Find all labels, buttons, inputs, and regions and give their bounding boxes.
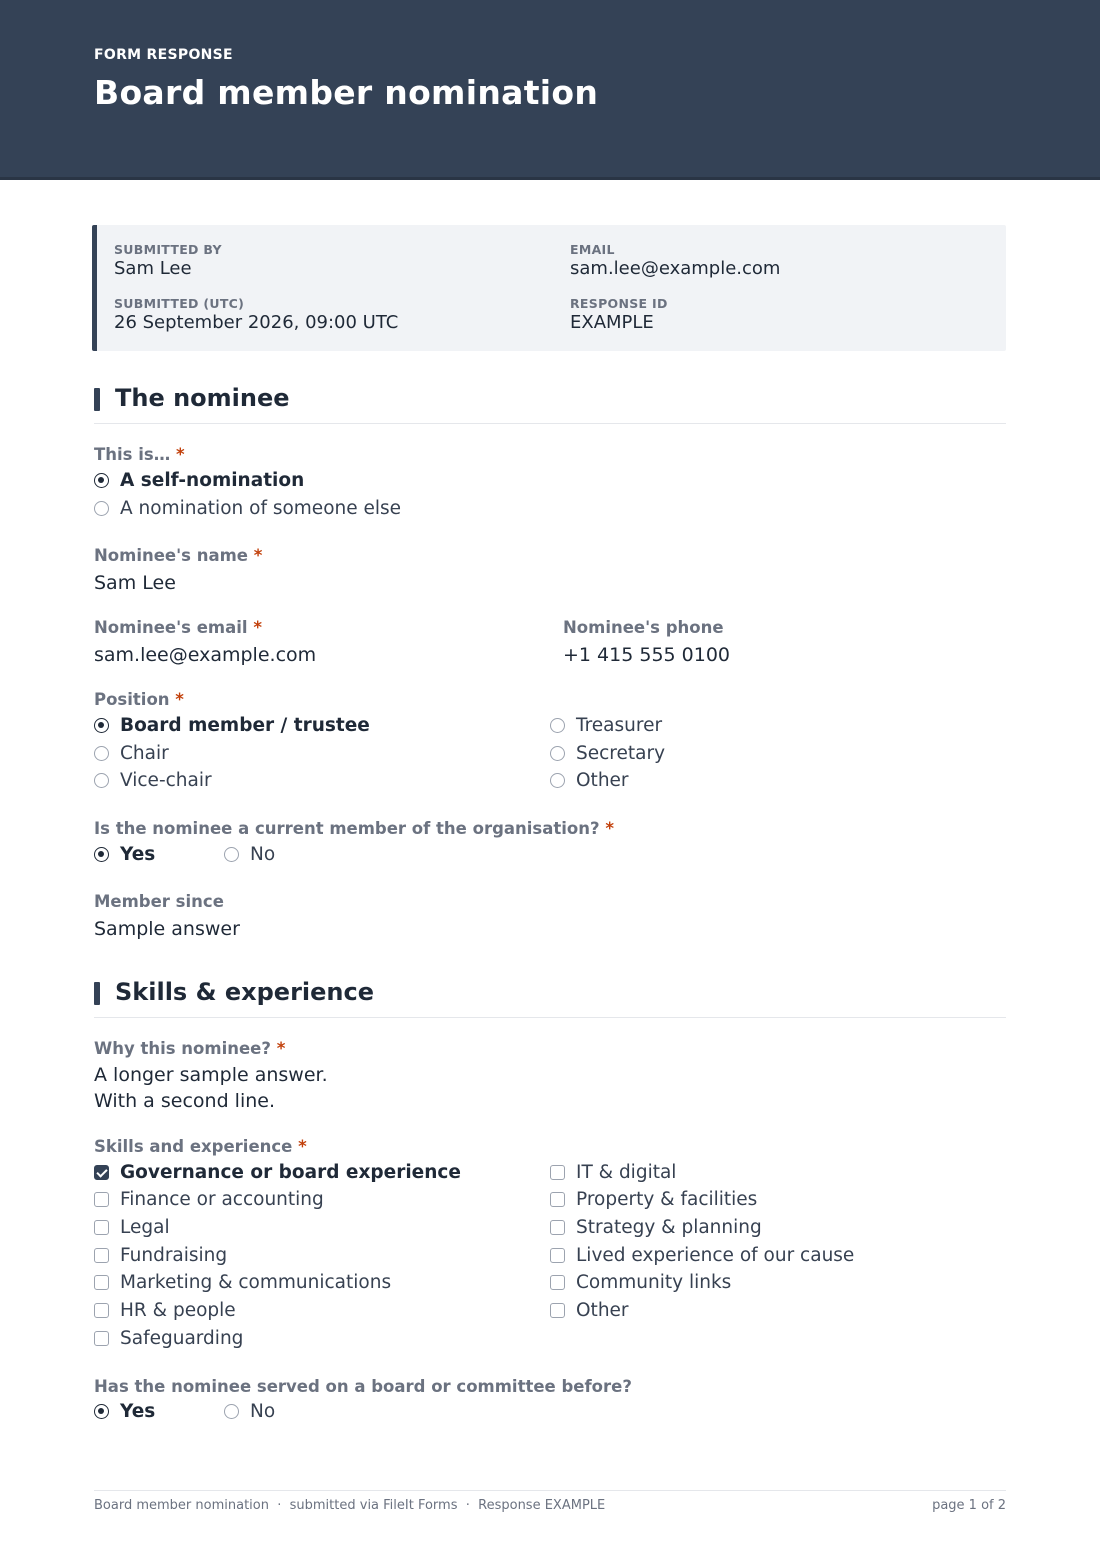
radio-selected-icon [94, 1404, 109, 1419]
required-mark: * [253, 618, 262, 637]
meta-value: sam.lee@example.com [570, 258, 781, 279]
question-label-text: Has the nominee served on a board or committee before? [94, 1377, 632, 1396]
question-label-text: Skills and experience [94, 1137, 293, 1156]
answer-line: A longer sample answer. [94, 1064, 328, 1086]
option-label: Lived experience of our cause [576, 1245, 855, 1266]
question-label [94, 1377, 632, 1396]
answer-why-nominee [94, 1062, 328, 1114]
radio-icon [550, 773, 565, 788]
checkbox-icon [550, 1165, 565, 1180]
checkbox-icon [550, 1248, 565, 1263]
required-mark: * [276, 1039, 286, 1058]
meta-value: EXAMPLE [570, 312, 654, 333]
checkbox-icon [550, 1220, 565, 1235]
checkbox-fundraising[interactable] [94, 1245, 227, 1266]
checkbox-icon [94, 1331, 109, 1346]
answer-line: With a second line. [94, 1090, 275, 1112]
question-label [94, 618, 262, 637]
checkbox-it-digital[interactable] [550, 1162, 676, 1183]
checkbox-checked-icon [94, 1165, 109, 1180]
page-number: page 1 of 2 [932, 1498, 1006, 1513]
question-label-text: Nominee's name [94, 546, 249, 565]
option-label: Yes [120, 1401, 156, 1422]
checkbox-finance[interactable] [94, 1189, 324, 1210]
radio-selected-icon [94, 847, 109, 862]
section-title: The nominee [115, 384, 290, 412]
option-label: Board member / trustee [120, 715, 370, 736]
option-label: Marketing & communications [120, 1272, 392, 1293]
radio-icon [94, 501, 109, 516]
radio-icon [94, 746, 109, 761]
radio-member-yes[interactable] [94, 844, 155, 865]
checkbox-legal[interactable] [94, 1217, 170, 1238]
radio-nomination-other[interactable] [94, 498, 401, 519]
radio-served-no[interactable] [224, 1401, 275, 1422]
section-title: Skills & experience [115, 978, 374, 1006]
question-label [94, 1137, 307, 1156]
meta-label: EMAIL [570, 242, 615, 257]
radio-selected-icon [94, 473, 109, 488]
question-label-text: Nominee's phone [563, 618, 724, 637]
checkbox-icon [94, 1192, 109, 1207]
checkbox-skills-other[interactable] [550, 1300, 629, 1321]
radio-position-other[interactable] [550, 770, 629, 791]
checkbox-safeguarding[interactable] [94, 1328, 243, 1349]
radio-icon [550, 718, 565, 733]
question-label-text: Member since [94, 892, 224, 911]
question-label-text: Position [94, 690, 170, 709]
checkbox-icon [550, 1303, 565, 1318]
radio-chair[interactable] [94, 743, 169, 764]
option-label: No [250, 844, 276, 865]
option-label: Treasurer [576, 715, 663, 736]
question-label [563, 618, 724, 637]
question-label-text: Why this nominee? [94, 1039, 271, 1058]
option-label: IT & digital [576, 1162, 677, 1183]
answer-nominee-email: sam.lee@example.com [94, 644, 317, 666]
meta-label: SUBMITTED (UTC) [114, 296, 245, 311]
section-skills [94, 978, 1006, 1018]
checkbox-icon [94, 1275, 109, 1290]
checkbox-strategy[interactable] [550, 1217, 762, 1238]
checkbox-lived-experience[interactable] [550, 1245, 854, 1266]
option-label: A self-nomination [120, 470, 305, 491]
radio-member-no[interactable] [224, 844, 275, 865]
question-label [94, 445, 185, 464]
option-label: No [250, 1401, 276, 1422]
meta-value: 26 September 2026, 09:00 UTC [114, 312, 399, 333]
meta-submitted-utc [114, 296, 398, 333]
checkbox-marketing[interactable] [94, 1272, 391, 1293]
checkbox-icon [550, 1275, 565, 1290]
required-mark: * [253, 546, 263, 565]
radio-selected-icon [94, 718, 109, 733]
option-label: Governance or board experience [120, 1162, 461, 1183]
meta-label: RESPONSE ID [570, 296, 668, 311]
question-label [94, 1039, 285, 1058]
section-bar [94, 982, 100, 1005]
option-label: Legal [120, 1217, 170, 1238]
question-label-text: Is the nominee a current member of the organisation? [94, 819, 600, 838]
question-label [94, 892, 224, 911]
radio-secretary[interactable] [550, 743, 665, 764]
page-header [0, 0, 1100, 180]
option-label: Finance or accounting [120, 1189, 324, 1210]
required-mark: * [605, 819, 614, 838]
option-label: Vice-chair [120, 770, 212, 791]
footer-text: Board member nomination · submitted via FileIt Forms · Response EXAMPLE [94, 1498, 606, 1513]
option-label: A nomination of someone else [120, 498, 402, 519]
radio-icon [224, 847, 239, 862]
option-label: Chair [120, 743, 169, 764]
checkbox-icon [94, 1248, 109, 1263]
checkbox-icon [550, 1192, 565, 1207]
option-label: Community links [576, 1272, 732, 1293]
radio-treasurer[interactable] [550, 715, 662, 736]
option-label: Yes [120, 844, 156, 865]
checkbox-property[interactable] [550, 1189, 757, 1210]
meta-label: SUBMITTED BY [114, 242, 222, 257]
radio-icon [94, 773, 109, 788]
option-label: Strategy & planning [576, 1217, 762, 1238]
option-label: HR & people [120, 1300, 236, 1321]
radio-icon [550, 746, 565, 761]
required-mark: * [175, 690, 184, 709]
question-label-text: Nominee's email [94, 618, 248, 637]
radio-served-yes[interactable] [94, 1401, 155, 1422]
checkbox-icon [94, 1303, 109, 1318]
answer-nominee-phone: +1 415 555 0100 [563, 644, 731, 666]
option-label: Property & facilities [576, 1189, 758, 1210]
radio-icon [224, 1404, 239, 1419]
answer-member-since: Sample answer [94, 918, 240, 940]
question-label-text: This is… [94, 445, 171, 464]
required-mark: * [175, 445, 185, 464]
checkbox-governance[interactable] [94, 1162, 461, 1183]
radio-board-member[interactable] [94, 715, 370, 736]
required-mark: * [298, 1137, 307, 1156]
option-label: Other [576, 1300, 629, 1321]
answer-nominee-name: Sam Lee [94, 572, 176, 594]
section-bar [94, 388, 100, 411]
option-label: Safeguarding [120, 1328, 244, 1349]
question-label [94, 819, 614, 838]
meta-email [570, 242, 780, 279]
meta-value: Sam Lee [114, 258, 192, 279]
option-label: Secretary [576, 743, 666, 764]
question-label [94, 690, 184, 709]
footer-divider [94, 1490, 1006, 1491]
section-nominee [94, 384, 1006, 424]
checkbox-community-links[interactable] [550, 1272, 731, 1293]
option-label: Fundraising [120, 1245, 228, 1266]
meta-response-id [570, 296, 668, 333]
radio-self-nomination[interactable] [94, 470, 304, 491]
header-eyebrow: FORM RESPONSE [94, 47, 233, 63]
question-label [94, 546, 262, 565]
option-label: Other [576, 770, 629, 791]
page-title: Board member nomination [94, 73, 599, 112]
checkbox-hr[interactable] [94, 1300, 236, 1321]
radio-vice-chair[interactable] [94, 770, 212, 791]
meta-submitted-by [114, 242, 222, 279]
submission-meta [92, 225, 1006, 351]
checkbox-icon [94, 1220, 109, 1235]
